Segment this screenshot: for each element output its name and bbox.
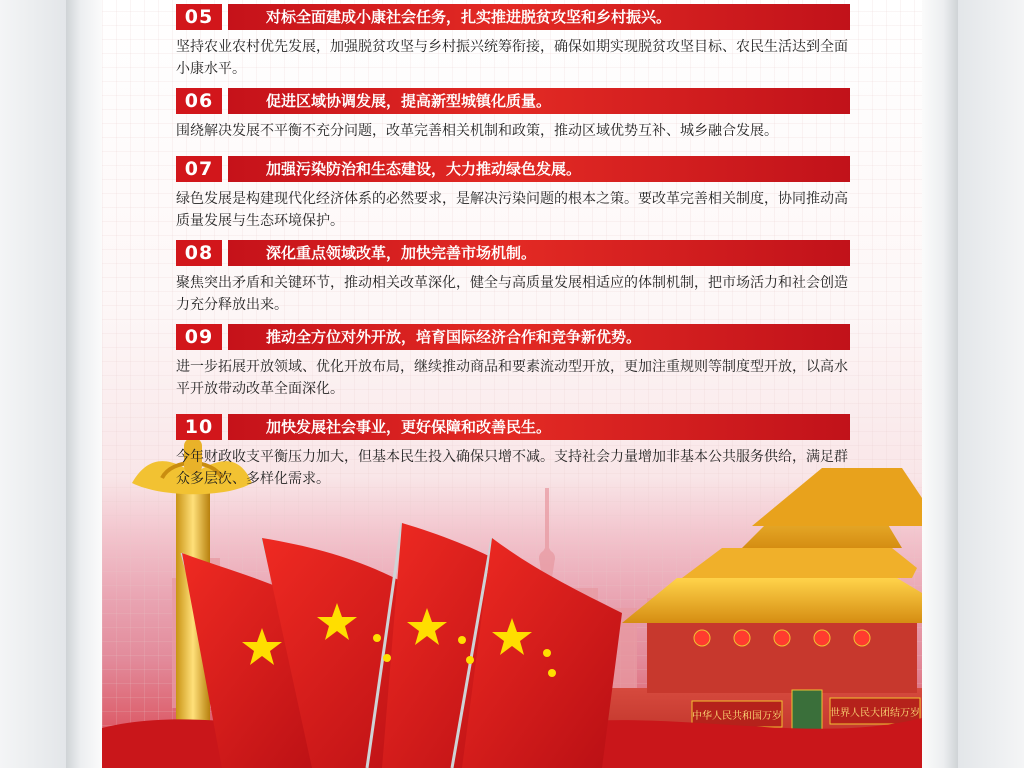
section-header xyxy=(176,324,876,350)
section-text: 聚焦突出矛盾和关键环节，推动相关改革深化，健全与高质量发展相适应的体制机制，把市场活力和社会创造力充分释放出来。 xyxy=(176,275,848,313)
section-header xyxy=(176,4,876,30)
section-text: 围绕解决发展不平衡不充分问题，改革完善相关机制和政策，推动区域优势互补、城乡融合发展。 xyxy=(176,123,778,139)
section-title: 加强污染防治和生态建设，大力推动绿色发展。 xyxy=(228,156,850,182)
section-title: 深化重点领域改革，加快完善市场机制。 xyxy=(228,240,850,266)
section-number: 10 xyxy=(176,414,222,440)
section-text: 坚持农业农村优先发展，加强脱贫攻坚与乡村振兴统筹衔接，确保如期实现脱贫攻坚目标、农民生活达到全面小康水平。 xyxy=(176,39,848,77)
section-number: 09 xyxy=(176,324,222,350)
section-05 xyxy=(176,4,876,77)
section-title: 促进区域协调发展，提高新型城镇化质量。 xyxy=(228,88,850,114)
section-06 xyxy=(176,88,876,139)
section-number: 06 xyxy=(176,88,222,114)
section-title: 对标全面建成小康社会任务，扎实推进脱贫攻坚和乡村振兴。 xyxy=(228,4,850,30)
poster xyxy=(102,0,922,768)
section-text: 今年财政收支平衡压力加大，但基本民生投入确保只增不减。支持社会力量增加非基本公共服务供给，满足群众多层次、多样化需求。 xyxy=(176,449,848,487)
gate-right-sign: 世界人民大团结万岁 xyxy=(830,708,920,719)
poster-shadow-left xyxy=(66,0,102,768)
section-08 xyxy=(176,240,876,313)
section-header xyxy=(176,240,876,266)
national-flags xyxy=(182,523,622,768)
poster-shadow-right xyxy=(922,0,958,768)
section-07 xyxy=(176,156,876,229)
gate-left-sign: 中华人民共和国万岁 xyxy=(692,711,782,722)
section-number: 08 xyxy=(176,240,222,266)
section-header xyxy=(176,156,876,182)
section-10 xyxy=(176,414,876,487)
section-header xyxy=(176,88,876,114)
section-text: 绿色发展是构建现代化经济体系的必然要求，是解决污染问题的根本之策。要改革完善相关制度，协同推动高质量发展与生态环境保护。 xyxy=(176,191,848,229)
page-margin-right xyxy=(958,0,1024,768)
section-header xyxy=(176,414,876,440)
section-09 xyxy=(176,324,876,397)
page-margin-left xyxy=(0,0,66,768)
section-title: 推动全方位对外开放，培育国际经济合作和竞争新优势。 xyxy=(228,324,850,350)
section-text: 进一步拓展开放领域、优化开放布局，继续推动商品和要素流动型开放，更加注重规则等制度型开放，以高水平开放带动改革全面深化。 xyxy=(176,359,848,397)
section-number: 07 xyxy=(176,156,222,182)
section-number: 05 xyxy=(176,4,222,30)
section-title: 加快发展社会事业，更好保障和改善民生。 xyxy=(228,414,850,440)
